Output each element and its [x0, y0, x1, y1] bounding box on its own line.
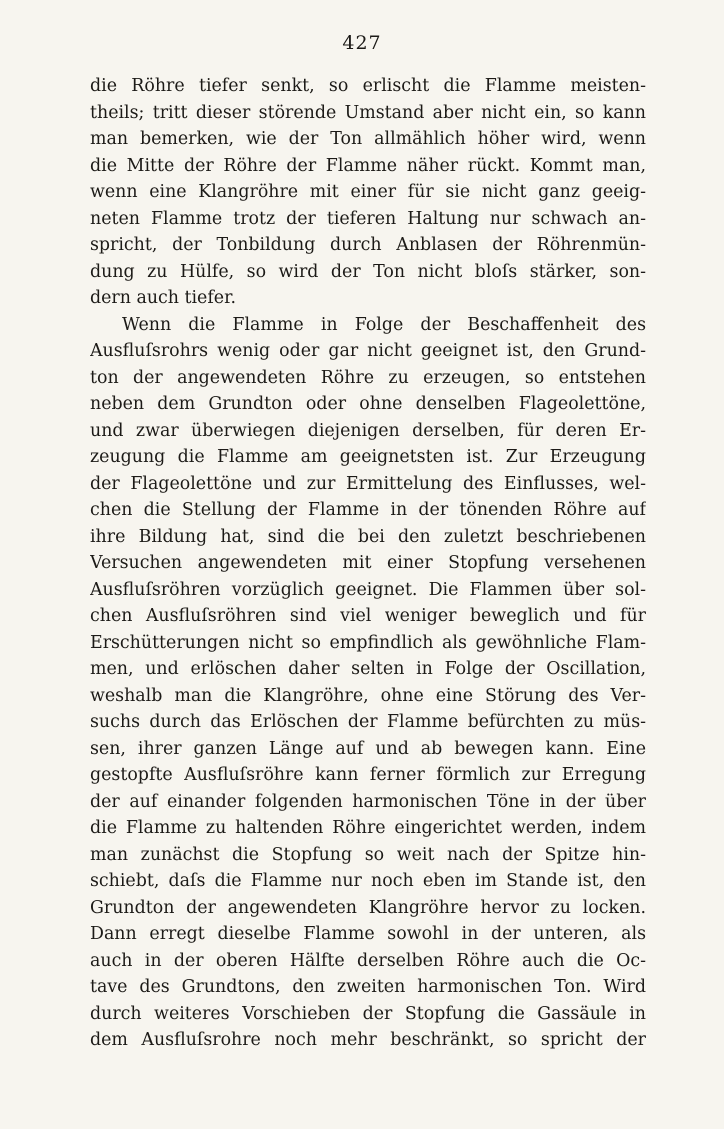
text-line: Erschütterungen nicht so empfindlich als gewöhnliche Flam- — [90, 632, 646, 653]
text-line: tave des Grundtons, den zweiten harmonischen Ton. Wird — [90, 977, 646, 997]
text-line: ihre Bildung hat, sind die bei den zuletzt beschriebenen — [90, 526, 646, 547]
text-line: die Mitte der Röhre der Flamme näher rückt. Kommt man, — [90, 155, 646, 176]
page-number: 427 — [342, 32, 382, 54]
text-line: zeugung die Flamme am geeignetsten ist. Zur Erzeugung — [90, 447, 646, 467]
text-line: und zwar überwiegen diejenigen derselben, für deren Er- — [90, 420, 646, 441]
text-line: durch weiteres Vorschieben der Stopfung die Gassäule in — [90, 1003, 646, 1024]
text-line: chen Ausfluſsröhren sind viel weniger beweglich und für — [90, 606, 646, 626]
text-line: man zunächst die Stopfung so weit nach der Spitze hin- — [90, 844, 646, 865]
text-line: neben dem Grundton oder ohne denselben Flageolettöne, — [90, 394, 646, 414]
text-line: die Röhre tiefer senkt, so erlischt die Flamme meisten- — [90, 76, 646, 96]
text-line: Ausfluſsröhren vorzüglich geeignet. Die Flammen über sol- — [90, 579, 646, 600]
text-line: men, und erlöschen daher selten in Folge der Oscillation, — [90, 659, 646, 679]
text-line: der auf einander folgenden harmonischen Töne in der über — [90, 791, 646, 812]
text-line: wenn eine Klangröhre mit einer für sie nicht ganz geeig- — [90, 182, 646, 202]
text-line: die Flamme zu haltenden Röhre eingerichtet werden, indem — [90, 818, 646, 838]
text-line: suchs durch das Erlöschen der Flamme befürchten zu müs- — [90, 712, 646, 732]
text-line: chen die Stellung der Flamme in der tönenden Röhre auf — [90, 500, 646, 520]
text-line: ton der angewendeten Röhre zu erzeugen, so entstehen — [90, 367, 646, 388]
text-line: schiebt, daſs die Flamme nur noch eben im Stande ist, den — [90, 871, 646, 891]
text-line: Versuchen angewendeten mit einer Stopfung versehenen — [90, 553, 646, 573]
text-line: Ausfluſsrohrs wenig oder gar nicht geeignet ist, den Grund- — [90, 341, 646, 361]
text-line: dem Ausfluſsrohre noch mehr beschränkt, so spricht der — [90, 1030, 646, 1050]
paragraph-first-line: Wenn die Flamme in Folge der Beschaffenheit des — [122, 314, 646, 335]
text-line: man bemerken, wie der Ton allmählich höher wird, wenn — [90, 129, 646, 149]
body-text — [90, 73, 646, 1054]
text-line: auch in der oberen Hälfte derselben Röhre auch die Oc- — [90, 950, 646, 971]
text-line: dung zu Hülfe, so wird der Ton nicht bloſs stärker, son- — [90, 261, 646, 282]
text-line: Dann erregt dieselbe Flamme sowohl in der unteren, als — [90, 924, 646, 944]
text-line: sen, ihrer ganzen Länge auf und ab bewegen kann. Eine — [90, 738, 646, 759]
text-line: der Flageolettöne und zur Ermittelung des Einflusses, wel- — [90, 473, 646, 494]
text-line: Grundton der angewendeten Klangröhre hervor zu locken. — [90, 897, 646, 918]
text-line: weshalb man die Klangröhre, ohne eine Störung des Ver- — [90, 685, 646, 706]
text-line: dern auch tiefer. — [90, 288, 237, 308]
text-line: theils; tritt dieser störende Umstand aber nicht ein, so kann — [90, 102, 646, 123]
text-line: spricht, der Tonbildung durch Anblasen der Röhrenmün- — [90, 235, 646, 255]
text-line: neten Flamme trotz der tieferen Haltung nur schwach an- — [90, 208, 646, 229]
text-line: gestopfte Ausfluſsröhre kann ferner förmlich zur Erregung — [90, 765, 646, 785]
